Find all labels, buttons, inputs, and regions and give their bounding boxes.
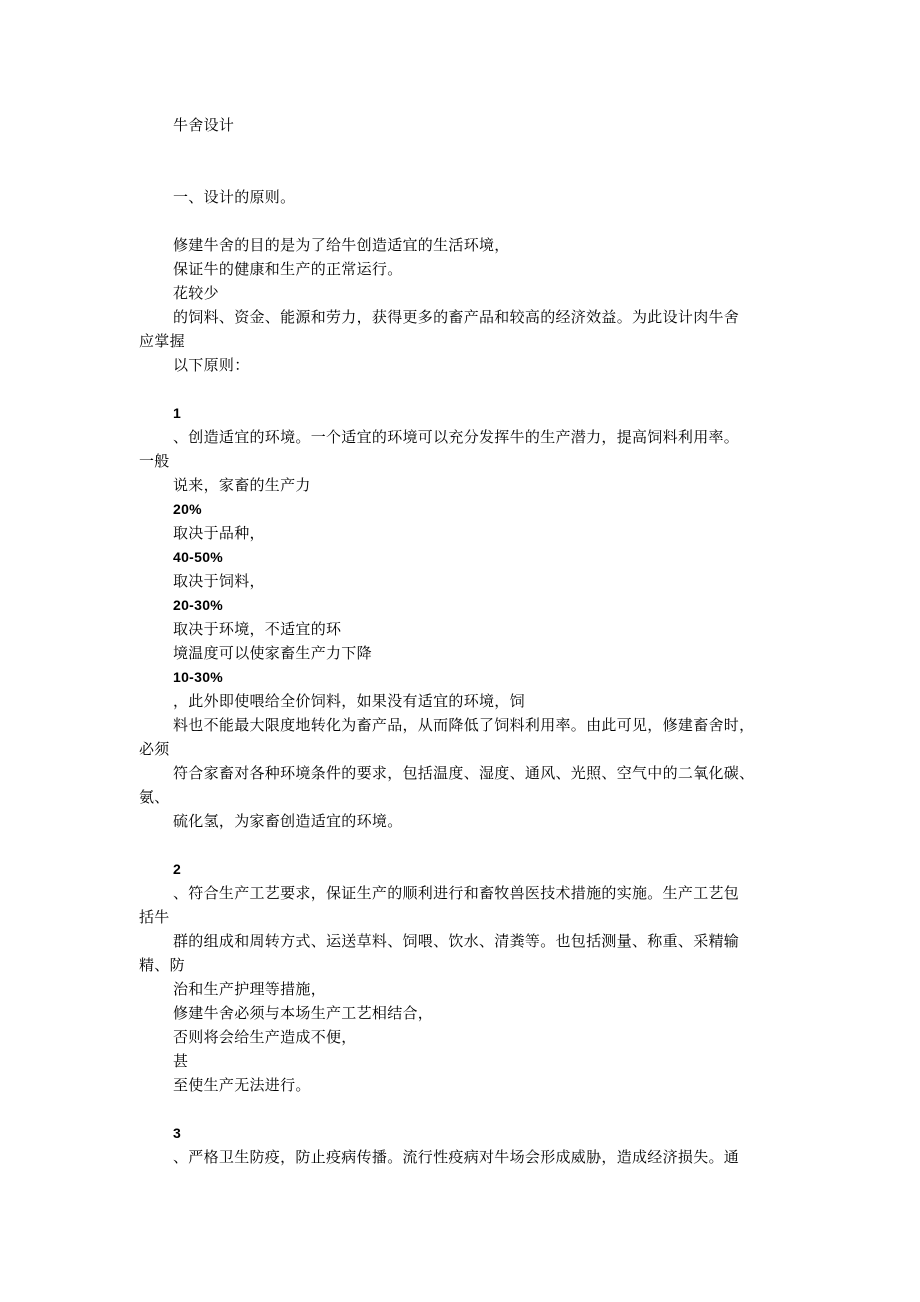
document-title: 牛舍设计	[173, 116, 235, 134]
principle-line: 、严格卫生防疫，防止疫病传播。流行性疫病对牛场会形成威胁，造成经济损失。通	[173, 1148, 740, 1166]
intro-line: 的饲料、资金、能源和劳力，获得更多的畜产品和较高的经济效益。为此设计肉牛舍	[173, 308, 740, 326]
principle-number: 2	[173, 861, 182, 877]
intro-line: 花较少	[173, 284, 219, 302]
principle-line: 括牛	[139, 908, 170, 926]
principle-line: 料也不能最大限度地转化为畜产品，从而降低了饲料利用率。由此可见，修建畜舍时，	[173, 716, 755, 734]
principle-line: 取决于品种，	[173, 524, 265, 542]
principle-line: 修建牛舍必须与本场生产工艺相结合，	[173, 1004, 434, 1022]
principle-line: 一般	[139, 452, 170, 470]
principle-line: 符合家畜对各种环境条件的要求，包括温度、湿度、通风、光照、空气中的二氧化碳、	[173, 764, 755, 782]
percentage-value: 40-50%	[173, 549, 224, 565]
principle-line: 氨、	[139, 788, 170, 806]
principle-line: 至使生产无法进行。	[173, 1076, 311, 1094]
percentage-value: 20%	[173, 501, 202, 517]
intro-line: 保证牛的健康和生产的正常运行。	[173, 260, 403, 278]
principle-line: ，此外即使喂给全价饲料，如果没有适宜的环境，饲	[173, 692, 525, 710]
principle-line: 群的组成和周转方式、运送草料、饲喂、饮水、清粪等。也包括测量、称重、采精输	[173, 932, 740, 950]
principle-line: 治和生产护理等措施，	[173, 980, 327, 998]
percentage-value: 10-30%	[173, 669, 224, 685]
principle-line: 说来，家畜的生产力	[173, 476, 311, 494]
intro-line: 以下原则：	[173, 356, 250, 374]
principle-line: 取决于饲料，	[173, 572, 265, 590]
principle-line: 、创造适宜的环境。一个适宜的环境可以充分发挥牛的生产潜力，提高饲料利用率。	[173, 428, 740, 446]
principle-line: 甚	[173, 1052, 189, 1070]
principle-line: 、符合生产工艺要求，保证生产的顺利进行和畜牧兽医技术措施的实施。生产工艺包	[173, 884, 740, 902]
intro-line: 修建牛舍的目的是为了给牛创造适宜的生活环境，	[173, 236, 510, 254]
principle-line: 硫化氢，为家畜创造适宜的环境。	[173, 812, 403, 830]
principle-line: 否则将会给生产造成不便，	[173, 1028, 357, 1046]
principle-line: 境温度可以使家畜生产力下降	[173, 644, 372, 662]
percentage-value: 20-30%	[173, 597, 224, 613]
principle-line: 取决于环境，不适宜的环	[173, 620, 342, 638]
principle-number: 3	[173, 1125, 182, 1141]
principle-line: 必须	[139, 740, 170, 758]
section-heading: 一、设计的原则。	[173, 188, 296, 206]
principle-number: 1	[173, 405, 182, 421]
intro-line: 应掌握	[139, 332, 185, 350]
principle-line: 精、防	[139, 956, 185, 974]
